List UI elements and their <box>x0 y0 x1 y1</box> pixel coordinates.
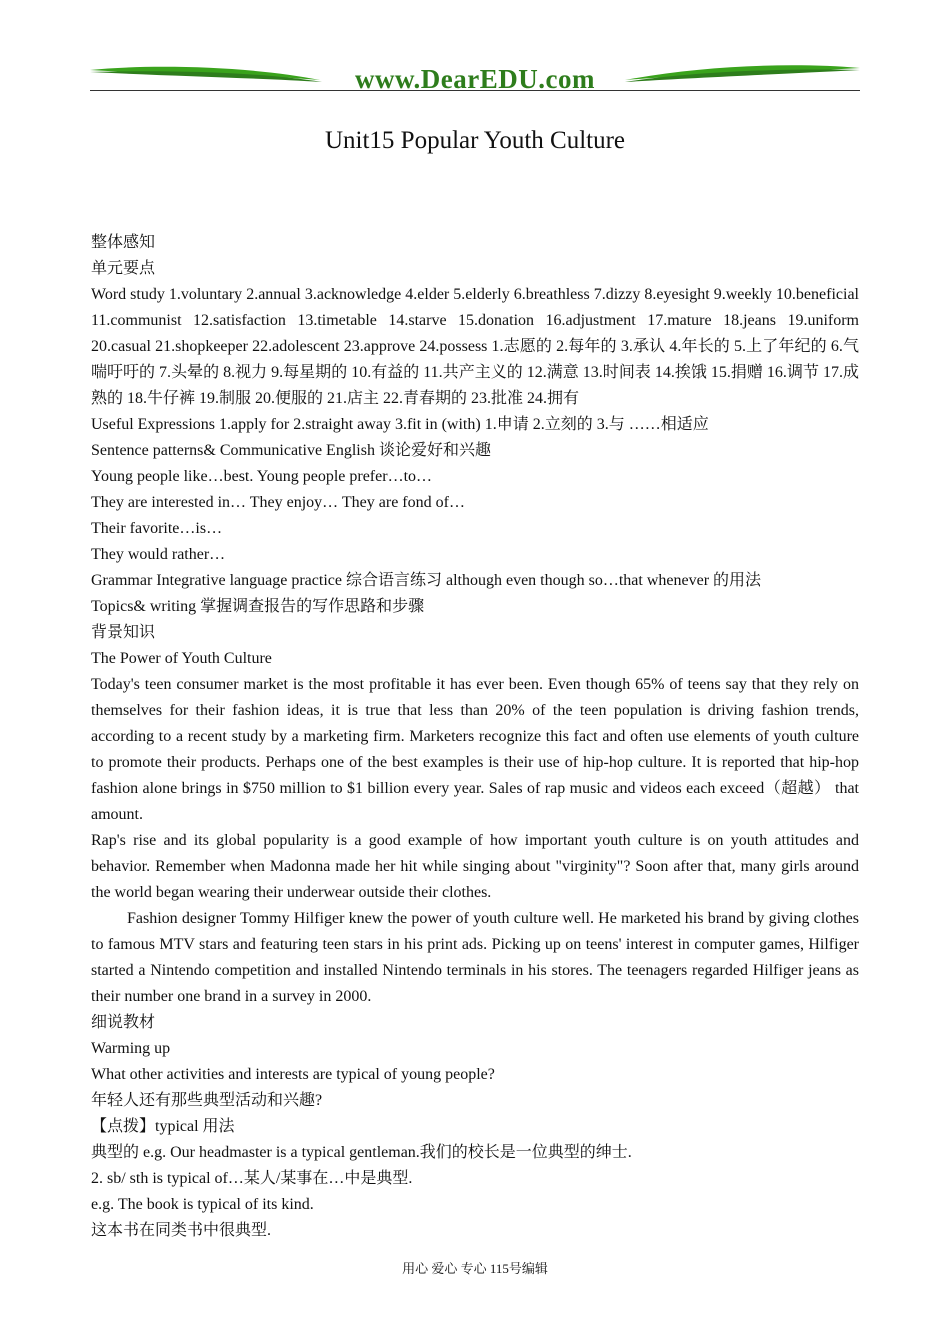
pattern-line: They are interested in… They enjoy… They are fond of… <box>91 494 465 511</box>
document-body <box>91 230 859 1244</box>
sentence-patterns-line: Sentence patterns& Communicative English 谈论爱好和兴趣 <box>91 442 491 459</box>
article-paragraph: Today's teen consumer market is the most profitable it has ever been. Even though 65% of teens say that they rely on themselves for their fashion ideas, it is true that less than 20% of the teen population is driving fashion trends, according to a recent study by a marketing firm. Marketers recognize this fact and often use elements of youth culture to promote their products. Perhaps one of the best examples is their use of hip-hop culture. It is reported that hip-hop fashion alone brings in $750 million to $1 billion every year. Sales of rap music and videos each exceed（超越） that amount. <box>91 676 859 823</box>
pattern-line: Young people like…best. Young people prefer…to… <box>91 468 433 485</box>
example-line: 典型的 e.g. Our headmaster is a typical gentleman.我们的校长是一位典型的绅士. <box>91 1144 632 1161</box>
page-title: Unit15 Popular Youth Culture <box>324 126 626 154</box>
subsection-heading: Warming up <box>91 1040 171 1057</box>
example-line: e.g. The book is typical of its kind. <box>91 1196 314 1213</box>
topics-line: Topics& writing 掌握调查报告的写作思路和步骤 <box>91 598 425 615</box>
usage-line: 2. sb/ sth is typical of…某人/某事在…中是典型. <box>91 1170 413 1187</box>
question-line: What other activities and interests are typical of young people? <box>91 1066 495 1083</box>
pattern-line: They would rather… <box>91 546 226 563</box>
section-heading: 单元要点 <box>91 260 156 277</box>
grammar-line: Grammar Integrative language practice 综合语言练习 although even though so…that whenever 的用法 <box>91 572 762 589</box>
example-translation: 这本书在同类书中很典型. <box>91 1222 272 1239</box>
site-logo: www.DearEDU.com <box>355 64 595 94</box>
article-title: The Power of Youth Culture <box>91 650 272 667</box>
article-paragraph: Rap's rise and its global popularity is a good example of how important youth culture is on youth attitudes and behavior. Remember when Madonna made her hit while singing about "virginity"? Soon after that, many girls around the world began wearing their underwear outside their clothes. <box>91 832 859 901</box>
header-divider <box>90 90 860 91</box>
section-heading: 细说教材 <box>91 1014 156 1031</box>
question-translation: 年轻人还有那些典型活动和兴趣? <box>91 1092 323 1109</box>
word-study-paragraph: Word study 1.voluntary 2.annual 3.acknowledge 4.elder 5.elderly 6.breathless 7.dizzy 8.eyesight 9.weekly 10.beneficial 11.communist 12.satisfaction 13.timetable 14.starve 15.donation 16.adjustment 17.mature 18.jeans 19.uniform 20.casual 21.shopkeeper 22.adolescent 23.approve 24.possess 1.志愿的 2.每年的 3.承认 4.年长的 5.上了年纪的 6.气喘吁吁的 7.头晕的 8.视力 9.每星期的 10.有益的 11.共产主义的 12.满意 13.时间表 14.挨饿 15.捐赠 16.调节 17.成熟的 18.牛仔裤 19.制服 20.便服的 21.店主 22.青春期的 23.批准 24.拥有 <box>91 286 859 407</box>
pattern-line: Their favorite…is… <box>91 520 223 537</box>
page-footer: 用心 爱心 专心 115号编辑 <box>402 1261 548 1276</box>
article-paragraph: Fashion designer Tommy Hilfiger knew the power of youth culture well. He marketed his brand by giving clothes to famous MTV stars and featuring teen stars in his print ads. Picking up on teens' interest in computer games, Hilfiger started a Nintendo competition and installed Nintendo terminals in his stores. The teenagers regarded Hilfiger jeans as their number one brand in a survey in 2000. <box>91 910 859 1005</box>
section-heading: 背景知识 <box>91 624 156 641</box>
useful-expressions-line: Useful Expressions 1.apply for 2.straight away 3.fit in (with) 1.申请 2.立刻的 3.与 ……相适应 <box>91 416 709 433</box>
section-heading: 整体感知 <box>91 234 156 251</box>
tip-heading: 【点拨】typical 用法 <box>91 1118 235 1135</box>
